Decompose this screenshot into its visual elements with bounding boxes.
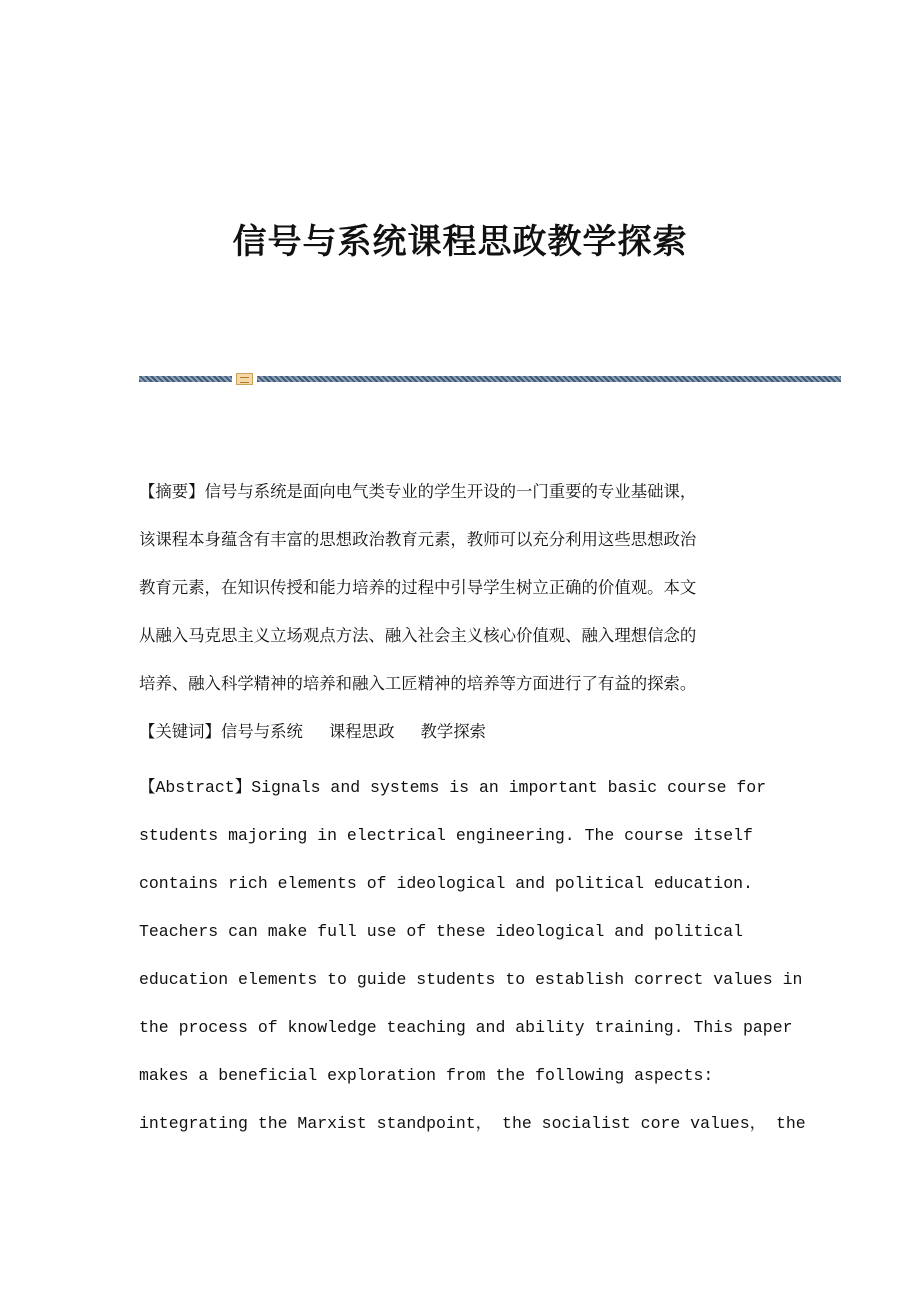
abstract-en-line: integrating the Marxist standpoint， the socialist core values， the <box>139 1114 806 1133</box>
keywords <box>139 708 779 756</box>
abstract-cn-line: 培养、融入科学精神的培养和融入工匠精神的培养等方面进行了有益的探索。 <box>139 674 697 693</box>
abstract-cn-line: 教育元素，在知识传授和能力培养的过程中引导学生树立正确的价值观。本文 <box>139 578 697 597</box>
decorative-divider <box>139 373 841 385</box>
abstract-cn-label: 【摘要】 <box>139 482 205 501</box>
abstract-en-line: contains rich elements of ideological and political education. <box>139 874 753 893</box>
divider-bar-left <box>139 376 232 382</box>
abstract-en-line: 【Abstract】Signals and systems is an important basic course for <box>139 778 767 797</box>
divider-emblem-icon <box>236 373 253 385</box>
abstract-en-line: makes a beneficial exploration from the following aspects: <box>139 1066 714 1085</box>
abstract-cn-line: 该课程本身蕴含有丰富的思想政治教育元素，教师可以充分利用这些思想政治 <box>139 530 697 549</box>
abstract-en-line: education elements to guide students to establish correct values in <box>139 970 803 989</box>
divider-bar-right <box>257 376 841 382</box>
keyword-item: 教学探索 <box>420 722 487 741</box>
paper-title: 信号与系统课程思政教学探索 <box>232 222 688 262</box>
chinese-abstract <box>139 468 779 708</box>
abstract-cn-line: 从融入马克思主义立场观点方法、融入社会主义核心价值观、融入理想信念的 <box>139 626 697 645</box>
abstract-en-line: the process of knowledge teaching and ability training. This paper <box>139 1018 793 1037</box>
abstract-cn-line: 【摘要】信号与系统是面向电气类专业的学生开设的一门重要的专业基础课， <box>139 482 697 501</box>
keyword-item: 信号与系统 <box>220 722 303 741</box>
abstract-en-line: Teachers can make full use of these ideological and political <box>139 922 743 941</box>
keywords-label: 【关键词】 <box>139 722 221 741</box>
english-abstract <box>139 764 806 1148</box>
abstract-en-line: students majoring in electrical engineering. The course itself <box>139 826 753 845</box>
keyword-item: 课程思政 <box>328 722 395 741</box>
abstract-en-label: 【Abstract】 <box>139 778 252 797</box>
